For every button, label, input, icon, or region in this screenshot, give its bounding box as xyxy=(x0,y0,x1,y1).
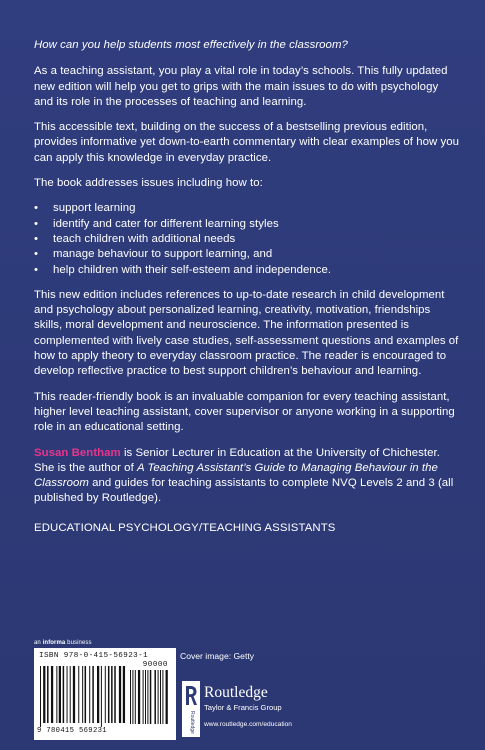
lead-question: How can you help students most effectively in the classroom? xyxy=(34,39,348,51)
blurb-paragraph-3: The book addresses issues including how to: xyxy=(34,177,263,190)
isbn-label: ISBN 978-0-415-56923-1 xyxy=(39,652,149,660)
list-item: • teach children with additional needs xyxy=(34,232,459,247)
list-item: • support learning xyxy=(34,201,459,216)
logo-vertical-text: Routledge xyxy=(189,711,195,734)
list-item: • manage behaviour to support learning, and xyxy=(34,247,459,262)
blurb-text xyxy=(34,38,459,546)
routledge-r-icon xyxy=(182,681,200,737)
blurb-paragraph-1: As a teaching assistant, you play a vital role in today’s schools. This fully updated new edition will help you get to grips with the main issues to do with psychology and its role in the processes of teaching and learning. xyxy=(34,65,448,108)
publisher-name: Routledge xyxy=(204,684,268,701)
blurb-paragraph-2: This accessible text, building on the success of a bestselling previous edition, provides informative yet down-to-earth commentary with clear examples of how you can apply this knowledge in everyday practice. xyxy=(34,121,460,164)
price-code: 90000 xyxy=(142,661,168,669)
issues-list xyxy=(34,201,459,277)
subject-category: EDUCATIONAL PSYCHOLOGY/TEACHING ASSISTANTS xyxy=(34,521,336,534)
blurb-paragraph-5: This reader-friendly book is an invaluable companion for every teaching assistant, higher level teaching assistant, cover supervisor or anyone working in a supporting role in an educational setting. xyxy=(34,390,455,434)
author-bio-text-1: is Senior Lecturer in Education at the University of Chichester. She is the author of xyxy=(34,446,440,474)
ean-digits: 9 780415 569231 xyxy=(37,727,107,735)
publisher-logo-block xyxy=(182,681,372,741)
barcode xyxy=(34,648,176,740)
imprint-suffix: business xyxy=(65,640,92,646)
list-item: • identify and cater for different learning styles xyxy=(34,217,459,232)
ean-barcode-bars xyxy=(40,666,126,727)
blurb-paragraph-4: This new edition includes references to up-to-date research in child development and psychology about personalized learning, creativity, motivation, friendships skills, moral development and neuroscience. The information presented is complemented with lively case studies, self-assessment questions and examples of how to apply theory to everyday classroom practice. The reader is encouraged to develop reflective practice to best support children’s behaviour and learning. xyxy=(34,288,459,378)
author-bio xyxy=(34,446,459,507)
imprint-brand: informa xyxy=(42,640,66,646)
author-name: Susan Bentham xyxy=(34,446,121,459)
author-book-title: A Teaching Assistant’s Guide to Managing Behaviour in the Classroom xyxy=(34,461,438,490)
addon-barcode-bars xyxy=(130,670,168,727)
list-item: • help children with their self-esteem and independence. xyxy=(34,263,459,278)
imprint-line xyxy=(34,640,92,646)
publisher-group: Taylor & Francis Group xyxy=(204,703,282,712)
publisher-url: www.routledge.com/education xyxy=(204,721,292,728)
cover-image-credit: Cover image: Getty xyxy=(180,651,255,661)
imprint-prefix: an xyxy=(34,640,43,646)
author-bio-text-2: and guides for teaching assistants to complete NVQ Levels 2 and 3 (all published by Routledge). xyxy=(34,477,454,505)
